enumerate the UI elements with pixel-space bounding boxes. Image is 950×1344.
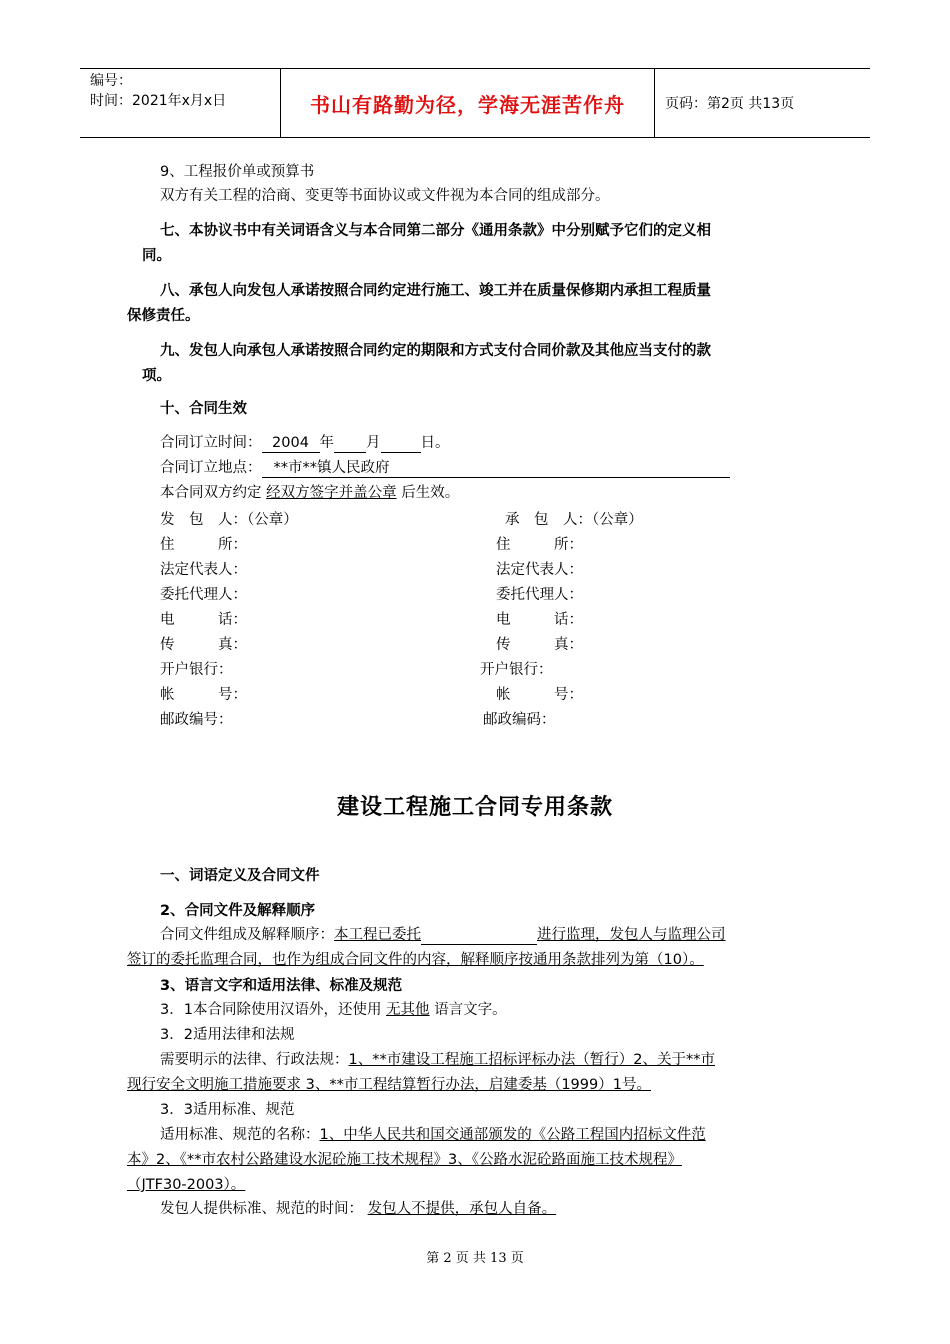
contractor-seal: 承 包 人：（公章） bbox=[505, 512, 643, 528]
employer-bank: 开户银行： bbox=[160, 662, 233, 678]
section-8-line1: 八、承包人向发包人承诺按照合同约定进行施工、竣工并在质量保修期内承担工程质量 bbox=[160, 283, 711, 299]
special-section-3: 3、语言文字和适用法律、标准及规范 bbox=[160, 978, 403, 994]
contractor-phone: 电 话： bbox=[496, 612, 583, 628]
effect-value: 经双方签字并盖公章 bbox=[266, 485, 397, 501]
clause-3-1-value: 无其他 bbox=[386, 1002, 430, 1018]
standards-time-row bbox=[160, 1199, 556, 1219]
sign-time-label: 合同订立时间： bbox=[160, 435, 262, 451]
employer-legal-rep: 法定代表人： bbox=[160, 562, 247, 578]
employer-account: 帐 号： bbox=[160, 687, 247, 703]
header-meta bbox=[80, 69, 281, 137]
standards-label: 适用标准、规范的名称： bbox=[160, 1127, 320, 1143]
item-9: 9、工程报价单或预算书 bbox=[160, 164, 315, 180]
laws-value-a: 1、**市建设工程施工招标评标办法（暂行）2、关于**市 bbox=[348, 1052, 715, 1068]
standards-list bbox=[127, 1123, 807, 1198]
effect-prefix: 本合同双方约定 bbox=[160, 485, 262, 501]
supervisor-blank bbox=[421, 926, 537, 945]
contractor-fax: 传 真： bbox=[496, 637, 583, 653]
sign-month-blank bbox=[334, 434, 366, 453]
effect-suffix: 后生效。 bbox=[401, 485, 460, 501]
contractor-legal-rep: 法定代表人： bbox=[496, 562, 583, 578]
sign-year: 2004 bbox=[262, 434, 320, 453]
contractor-postcode: 邮政编码： bbox=[483, 712, 556, 728]
standards-value-c: （JTF30-2003）。 bbox=[127, 1177, 246, 1193]
employer-address: 住 所： bbox=[160, 537, 247, 553]
contract-docs-value-b: 进行监理，发包人与监理公司 bbox=[537, 927, 726, 943]
employer-phone: 电 话： bbox=[160, 612, 247, 628]
section-9-line2: 项。 bbox=[142, 368, 171, 384]
standards-time-value: 发包人不提供，承包人自备。 bbox=[367, 1201, 557, 1217]
sign-time-row bbox=[160, 433, 450, 453]
clause-3-1-prefix: 3．1本合同除使用汉语外，还使用 bbox=[160, 1002, 382, 1018]
sign-place-value: **市**镇人民政府 bbox=[262, 459, 730, 478]
sign-place-row bbox=[160, 458, 730, 478]
employer-fax: 传 真： bbox=[160, 637, 247, 653]
doc-time-label: 时间：2021年x月x日 bbox=[90, 93, 227, 109]
contractor-address: 住 所： bbox=[496, 537, 583, 553]
section-7-line2: 同。 bbox=[142, 248, 171, 264]
header-page-info: 页码：第2页 共13页 bbox=[665, 96, 795, 112]
employer-postcode: 邮政编号： bbox=[160, 712, 233, 728]
employer-agent: 委托代理人： bbox=[160, 587, 247, 603]
year-char: 年 bbox=[319, 435, 334, 451]
contractor-agent: 委托代理人： bbox=[496, 587, 583, 603]
section-8-line2: 保修责任。 bbox=[127, 308, 200, 324]
header-motto: 书山有路勤为径，学海无涯苦作舟 bbox=[281, 69, 655, 137]
special-section-2: 2、合同文件及解释顺序 bbox=[160, 903, 316, 919]
effect-row bbox=[160, 483, 459, 503]
clause-3-1-suffix: 语言文字。 bbox=[434, 1002, 507, 1018]
contract-docs-label: 合同文件组成及解释顺序： bbox=[160, 927, 334, 943]
page-footer: 第 2 页 共 13 页 bbox=[426, 1251, 524, 1266]
contract-docs-order bbox=[127, 923, 807, 973]
contractor-bank: 开户银行： bbox=[480, 662, 553, 678]
contract-docs-value-a: 本工程已委托 bbox=[334, 927, 421, 943]
section-7-line1: 七、本协议书中有关词语含义与本合同第二部分《通用条款》中分别赋予它们的定义相 bbox=[160, 223, 711, 239]
sign-place-label: 合同订立地点： bbox=[160, 460, 262, 476]
special-terms-title: 建设工程施工合同专用条款 bbox=[336, 795, 613, 820]
standards-time-label: 发包人提供标准、规范的时间： bbox=[160, 1201, 363, 1217]
special-section-1: 一、词语定义及合同文件 bbox=[160, 868, 320, 884]
clause-3-2: 3．2适用法律和法规 bbox=[160, 1027, 295, 1043]
standards-value-a: 1、中华人民共和国交通部颁发的《公路工程国内招标文件范 bbox=[319, 1127, 706, 1143]
section-10-heading: 十、合同生效 bbox=[160, 401, 247, 417]
employer-seal: 发 包 人：（公章） bbox=[160, 512, 298, 528]
laws-value-b: 现行安全文明施工措施要求 3、**市工程结算暂行办法，启建委基（1999）1号。 bbox=[127, 1077, 651, 1093]
day-char: 日。 bbox=[420, 435, 450, 451]
clause-3-1 bbox=[160, 1000, 507, 1020]
contractor-account: 帐 号： bbox=[496, 687, 583, 703]
laws-label: 需要明示的法律、行政法规： bbox=[160, 1052, 349, 1068]
clause-3-3: 3．3适用标准、规范 bbox=[160, 1102, 295, 1118]
composition-note: 双方有关工程的洽商、变更等书面协议或文件视为本合同的组成部分。 bbox=[160, 188, 610, 204]
laws-list bbox=[127, 1048, 807, 1098]
doc-number-label: 编号： bbox=[90, 73, 132, 89]
section-9-line1: 九、发包人向承包人承诺按照合同约定的期限和方式支付合同价款及其他应当支付的款 bbox=[160, 343, 711, 359]
standards-value-b: 本》2、《**市农村公路建设水泥砼施工技术规程》3、《公路水泥砼路面施工技术规程》 bbox=[127, 1152, 682, 1168]
sign-day-blank bbox=[381, 434, 421, 453]
page-header bbox=[80, 68, 870, 138]
contract-docs-value-c: 签订的委托监理合同，也作为组成合同文件的内容，解释顺序按通用条款排列为第（10）。 bbox=[127, 952, 704, 968]
month-char: 月 bbox=[366, 435, 381, 451]
